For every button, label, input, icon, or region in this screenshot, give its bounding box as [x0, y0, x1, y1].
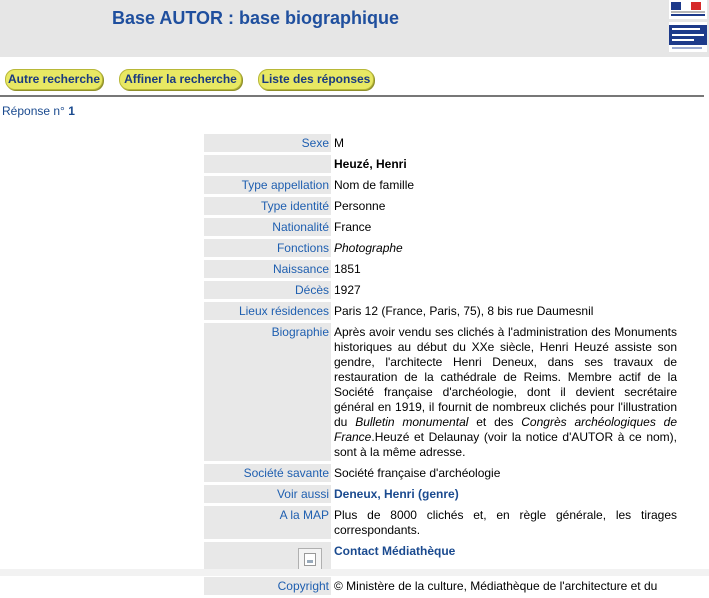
label-type-appellation: Type appellation	[204, 176, 331, 194]
value-type-identite: Personne	[334, 199, 386, 213]
row-voir-aussi	[204, 485, 684, 503]
label-voir-aussi: Voir aussi	[204, 485, 331, 503]
record-table	[204, 134, 684, 598]
value-deces: 1927	[334, 283, 361, 297]
affiner-recherche-button[interactable]: Affiner la recherche	[119, 69, 242, 90]
value-type-appellation: Nom de famille	[334, 178, 415, 192]
reponse-number: Réponse n° 1	[2, 104, 75, 118]
row-biographie	[204, 323, 684, 461]
label-empty	[204, 155, 331, 173]
horizontal-scrollbar[interactable]	[0, 569, 709, 576]
label-deces: Décès	[204, 281, 331, 299]
value-fonctions: Photographe	[334, 241, 403, 255]
label-naissance: Naissance	[204, 260, 331, 278]
value-naissance: 1851	[334, 262, 361, 276]
tricolor-flag-icon	[671, 2, 701, 10]
label-sexe: Sexe	[204, 134, 331, 152]
label-biographie: Biographie	[204, 323, 331, 461]
row-copyright	[204, 577, 684, 595]
contact-mediatheque-link[interactable]: Contact Médiathèque	[334, 544, 456, 558]
label-copyright: Copyright	[204, 577, 331, 595]
label-societe: Société savante	[204, 464, 331, 482]
label-map: A la MAP	[204, 506, 331, 539]
value-lieux: Paris 12 (France, Paris, 75), 8 bis rue Daumesnil	[334, 304, 594, 318]
liste-reponses-button[interactable]: Liste des réponses	[258, 69, 374, 90]
value-voir-aussi	[331, 485, 677, 503]
value-sexe: M	[334, 136, 344, 150]
row-type-appellation	[204, 176, 684, 194]
marianne-logo	[669, 0, 707, 19]
value-nom: Heuzé, Henri	[334, 157, 407, 171]
autre-recherche-button[interactable]: Autre recherche	[5, 69, 103, 90]
row-sexe	[204, 134, 684, 152]
image-icon	[298, 548, 322, 570]
label-fonctions: Fonctions	[204, 239, 331, 257]
row-societe	[204, 464, 684, 482]
label-nationalite: Nationalité	[204, 218, 331, 236]
row-type-identite	[204, 197, 684, 215]
value-biographie: Après avoir vendu ses clichés à l'administration des Monuments historiques au début du XXe siècle, Henri Heuzé assiste son gendre, l'architecte Henri Deneux, dans ses travaux de restauration de la cathédrale de Reims. Membre actif de la Société française d'archéologie, dont il devient secrétaire général en 1919, il fournit de nombreux clichés pour l'illustration du Bulletin monumental et des Congrès archéologiques de France.Heuzé et Delaunay (voir la notice d'AUTOR à ce nom), sont à la même adresse.	[334, 325, 678, 459]
page-title: Base AUTOR : base biographique	[112, 8, 400, 28]
row-naissance	[204, 260, 684, 278]
label-type-identite: Type identité	[204, 197, 331, 215]
row-nom	[204, 155, 684, 173]
row-lieux	[204, 302, 684, 320]
voir-aussi-link[interactable]: Deneux, Henri (genre)	[334, 487, 459, 501]
value-copyright: © Ministère de la culture, Médiathèque de l'architecture et du	[334, 579, 658, 593]
row-fonctions	[204, 239, 684, 257]
divider	[0, 95, 704, 97]
value-societe: Société française d'archéologie	[334, 466, 501, 480]
label-lieux: Lieux résidences	[204, 302, 331, 320]
value-nationalite: France	[334, 220, 372, 234]
row-nationalite	[204, 218, 684, 236]
row-deces	[204, 281, 684, 299]
value-map: Plus de 8000 clichés et, en règle générale, les tirages correspondants.	[334, 508, 677, 537]
culture-communication-logo	[669, 22, 707, 52]
row-map	[204, 506, 684, 539]
